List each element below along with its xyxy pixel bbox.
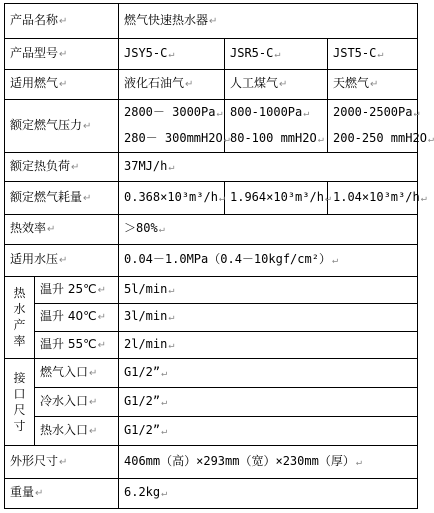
label-heat-load: 额定热负荷↵ [5,153,119,182]
label-gas-type: 适用燃气↵ [5,69,119,99]
consumption-town-gas: 1.964×10³m³/h↵ [225,182,328,214]
value-yield-55: 2l/min↵ [119,331,418,358]
row-yield-55 [5,331,418,358]
label-water-yield: 热 水 产 率 [5,277,35,359]
value-water-pressure: 0.04－1.0MPa（0.4－10kgf/cm²）↵ [119,244,418,276]
label-dimensions: 外形尺寸↵ [5,446,119,478]
pressure-town-gas: 800-1000Pa↵ 80-100 mmH2O↵ [225,99,328,152]
label-weight: 重量↵ [5,478,119,508]
gas-lpg: 液化石油气↵ [119,69,225,99]
spec-table [4,3,434,509]
row-yield-40 [5,304,418,331]
label-connection-size: 接 口 尺 寸 [5,358,35,446]
gas-natural: 天燃气↵ [328,69,418,99]
model-lpg: JSY5-C↵ [119,39,225,69]
pressure-natural-gas: 2000-2500Pa↵ 200-250 mmH2O↵ [328,99,418,152]
value-dimensions: 406mm（高）×293mm（宽）×230mm（厚）↵ [119,446,418,478]
row-product-name [5,4,418,39]
row-weight [5,478,418,508]
model-town-gas: JSR5-C↵ [225,39,328,69]
pressure-lpg: 2800－ 3000Pa↵ 280－ 300mmH2O↵ [119,99,225,152]
label-rated-pressure: 额定燃气压力↵ [5,99,119,152]
label-water-pressure: 适用水压↵ [5,244,119,276]
label-temp-rise-25: 温升 25℃↵ [35,277,119,304]
row-port-cold [5,387,418,416]
label-efficiency: 热效率↵ [5,214,119,244]
value-gas-inlet: G1/2”↵ [119,358,418,387]
label-cold-water-inlet: 冷水入口↵ [35,387,119,416]
model-natural-gas: JST5-C↵ [328,39,418,69]
row-gas-consumption [5,182,418,214]
label-model: 产品型号↵ [5,39,119,69]
gas-town: 人工煤气↵ [225,69,328,99]
value-product-name: 燃气快速热水器↵ [119,4,418,39]
row-efficiency [5,214,418,244]
label-gas-consumption: 额定燃气耗量↵ [5,182,119,214]
row-dimensions [5,446,418,478]
value-heat-load: 37MJ/h↵ [119,153,418,182]
consumption-natural-gas: 1.04×10³m³/h↵ [328,182,418,214]
value-cold-water-inlet: G1/2”↵ [119,387,418,416]
row-water-pressure [5,244,418,276]
row-port-hot [5,417,418,446]
row-yield-25 [5,277,418,304]
label-temp-rise-40: 温升 40℃↵ [35,304,119,331]
label-gas-inlet: 燃气入口↵ [35,358,119,387]
value-hot-water-inlet: G1/2”↵ [119,417,418,446]
value-yield-25: 5l/min↵ [119,277,418,304]
row-rated-pressure [5,99,418,152]
row-port-gas [5,358,418,387]
label-product-name: 产品名称↵ [5,4,119,39]
value-yield-40: 3l/min↵ [119,304,418,331]
label-hot-water-inlet: 热水入口↵ [35,417,119,446]
row-heat-load [5,153,418,182]
label-temp-rise-55: 温升 55℃↵ [35,331,119,358]
value-weight: 6.2kg↵ [119,478,418,508]
value-efficiency: ＞80%↵ [119,214,418,244]
row-gas-type [5,69,418,99]
consumption-lpg: 0.368×10³m³/h↵ [119,182,225,214]
row-model [5,39,418,69]
